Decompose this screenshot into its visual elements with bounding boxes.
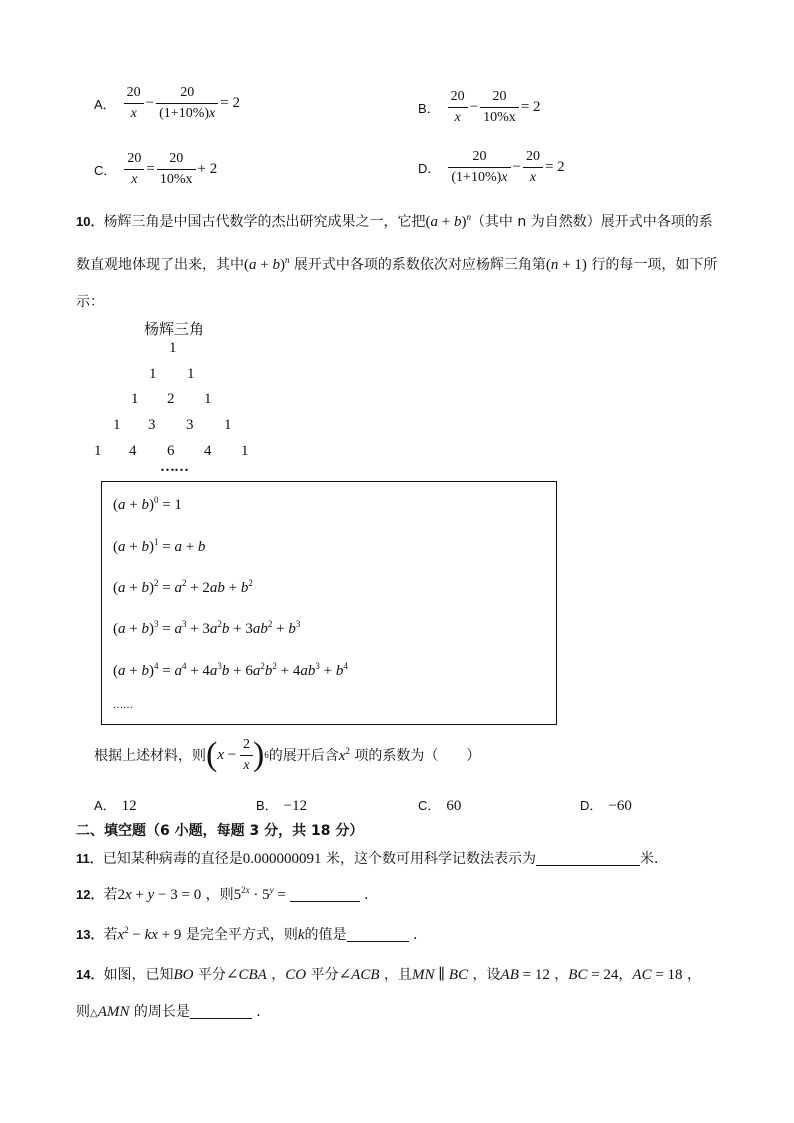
q10-option-a: A． 12 (94, 798, 137, 814)
math-expr: $x^2$ (338, 745, 350, 764)
question-number: 13． (76, 927, 104, 942)
triangle-title: 杨辉三角 (144, 320, 205, 338)
answer-blank[interactable] (290, 887, 360, 902)
fraction: $\frac{20}{(1+10\%)x}$ (156, 84, 218, 123)
triangle-number: 1 (241, 443, 249, 459)
q12-line: 12．若2x + y − 3 = 0 ，则$5^{2x} \cdot 5^y$ = ． (76, 885, 379, 903)
q10-option-b: B． −12 (256, 798, 308, 814)
q14-line-2: 则△AMN 的周长是 ． (76, 1004, 271, 1020)
triangle-number: 1 (131, 391, 139, 407)
fraction: $\frac{20}{10\%x}$ (157, 150, 196, 189)
math-expr: (n + 1) (545, 257, 587, 273)
expansion-2: $(a + b)^2 = a^2 + 2ab + b^2$ (113, 578, 253, 596)
option-label: B． (418, 101, 440, 116)
q10-question: 根据上述材料，则 ( x − $\frac{2}{x}$ ) 6 的展开后含 $x^2$ 项的系数为（ ） (94, 736, 481, 773)
triangle-number: 2 (167, 391, 175, 407)
fraction: $\frac{20}{x}$ (124, 150, 144, 189)
math-expr: $(a + b)^n$ (244, 255, 290, 273)
answer-blank[interactable] (347, 927, 409, 942)
math-expr: $x^2$ − kx + 9 (117, 925, 182, 943)
triangle-number: 1 (149, 366, 157, 382)
expansion-box (101, 481, 557, 725)
question-number: 12． (76, 887, 104, 902)
expansion-4: $(a + b)^4 = a^4 + 4a^3b + 6a^2b^2 + 4ab^3 + b^4$ (113, 661, 348, 679)
option-label: A． (94, 97, 116, 112)
triangle-number: 1 (94, 443, 102, 459)
q9-option-c: C． $\frac{20}{x}$ = $\frac{20}{10\%x}$ + 2 (94, 151, 218, 187)
q10-line-3: 示： (76, 294, 104, 310)
answer-blank[interactable] (190, 1004, 252, 1019)
question-number: 11． (76, 851, 103, 866)
triangle-number: 6 (167, 443, 175, 459)
q9-option-b: B． $\frac{20}{x}$ − $\frac{20}{10\%x}$ = 2 (418, 89, 541, 125)
q11-line: 11．已知某种病毒的直径是0.000000091 米，这个数可用科学记数法表示为 米． (76, 851, 668, 867)
triangle-number: 1 (113, 417, 121, 433)
question-number: 10． (76, 214, 104, 229)
triangle-number: 4 (204, 443, 212, 459)
triangle-number: 1 (169, 340, 177, 356)
expansion-ellipsis: …… (113, 700, 133, 711)
math-expr: 2x + y − 3 = 0 (117, 887, 202, 903)
triangle-number: 1 (204, 391, 212, 407)
q9-option-a: A． $\frac{20}{x}$ − $\frac{20}{(1+10\%)x}$ = 2 (94, 85, 240, 121)
q10-option-d: D． −60 (580, 798, 632, 814)
expansion-0: $(a + b)^0 = 1$ (113, 495, 182, 513)
math-expr: $(a + b)^n$ (425, 212, 471, 230)
triangle-ellipsis: …… (160, 459, 188, 475)
option-label: C． (94, 163, 117, 178)
triangle-number: 1 (224, 417, 232, 433)
triangle-number: 1 (187, 366, 195, 382)
q14-line-1: 14．如图，已知BO 平分∠CBA ，CO 平分∠ACB ，且MN ∥ BC ，设AB = 12 ，BC = 24，AC = 18 ， (76, 967, 702, 983)
expansion-3: $(a + b)^3 = a^3 + 3a^2b + 3ab^2 + b^3$ (113, 619, 301, 637)
q10-line-1: 10．杨辉三角是中国古代数学的杰出研究成果之一，它把$(a + b)^n$（其中 n 为自然数）展开式中各项的系 (76, 212, 713, 230)
fraction: $\frac{20}{x}$ (523, 148, 543, 187)
option-label: D． (418, 161, 441, 176)
answer-blank[interactable] (536, 851, 640, 866)
fraction: $\frac{20}{(1+10\%)x}$ (448, 148, 510, 187)
q13-line: 13．若$x^2$ − kx + 9 是完全平方式，则k的值是 ． (76, 925, 427, 943)
question-number: 14． (76, 967, 104, 982)
fraction: $\frac{20}{10\%x}$ (480, 88, 519, 127)
math-expr: ( x − $\frac{2}{x}$ ) 6 (206, 736, 269, 773)
fraction: $\frac{20}{x}$ (448, 88, 468, 127)
section-title: 二、填空题（6 小题，每题 3 分，共 18 分） (76, 823, 364, 839)
fraction: $\frac{20}{x}$ (124, 84, 144, 123)
q10-option-c: C． 60 (418, 798, 462, 814)
triangle-number: 3 (148, 417, 156, 433)
q10-line-2: 数直观地体现了出来，其中$(a + b)^n$ 展开式中各项的系数依次对应杨辉三角第(n + 1) 行的每一项，如下所 (76, 255, 718, 273)
expansion-1: $(a + b)^1 = a + b$ (113, 537, 206, 555)
q9-option-d: D． $\frac{20}{(1+10\%)x}$ − $\frac{20}{x}$ = 2 (418, 149, 565, 185)
math-expr: $5^{2x} \cdot 5^y$ = (233, 885, 290, 903)
triangle-number: 3 (186, 417, 194, 433)
triangle-number: 4 (129, 443, 137, 459)
